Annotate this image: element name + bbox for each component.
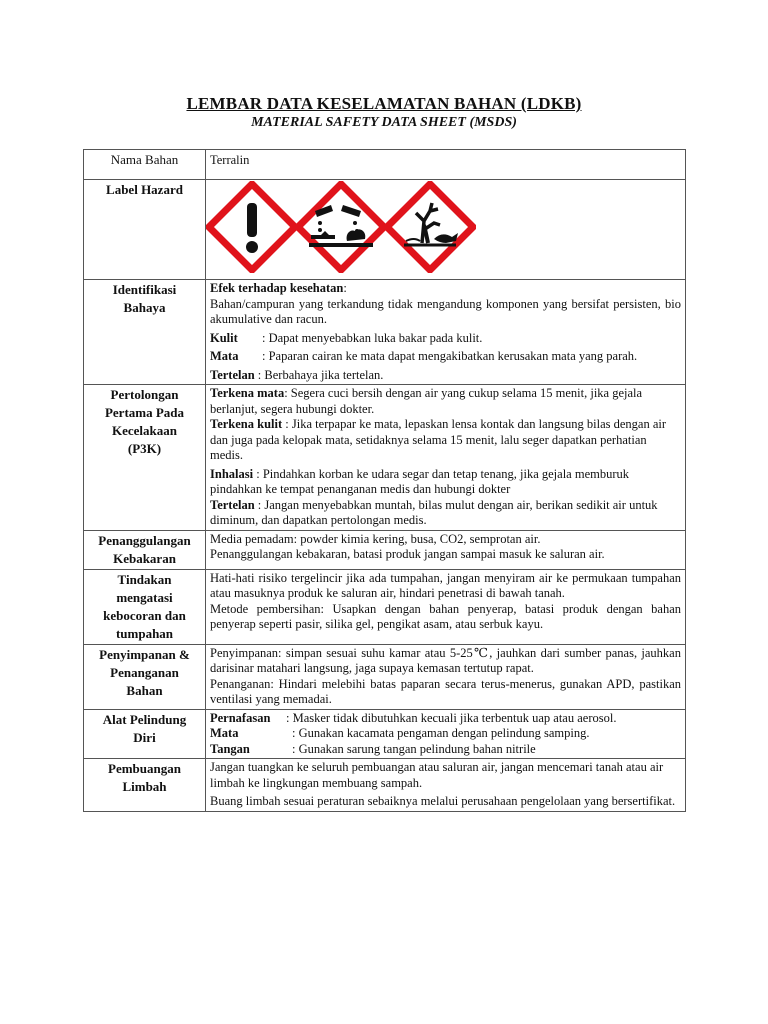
label-line: Pertolongan bbox=[110, 387, 179, 402]
table-row bbox=[84, 569, 686, 644]
ppe-respiratory bbox=[210, 711, 681, 727]
label-line: Tindakan bbox=[117, 571, 172, 587]
effect-text: : Berbahaya jika tertelan. bbox=[257, 367, 384, 382]
label-line: kebocoran dan bbox=[103, 607, 186, 623]
table-row bbox=[84, 644, 686, 709]
row-label-identifikasi-bahaya bbox=[84, 280, 206, 385]
label-line: (P3K) bbox=[127, 441, 162, 456]
material-name bbox=[206, 150, 686, 180]
label-line: Identifikasi bbox=[112, 282, 177, 297]
heading-colon: : bbox=[343, 281, 347, 295]
ppe-text: : Gunakan kacamata pengaman dengan pelindung samping. bbox=[292, 726, 590, 740]
ppe-hand bbox=[210, 742, 681, 758]
ppe-key: Tangan bbox=[210, 741, 250, 756]
table-row bbox=[84, 530, 686, 569]
msds-table bbox=[83, 149, 686, 812]
label-line: Kebakaran bbox=[113, 550, 176, 566]
ppe-key: Pernafasan bbox=[210, 710, 271, 725]
effect-key: Kulit bbox=[210, 330, 238, 345]
spill-measures bbox=[206, 569, 686, 644]
label-text: Nama Bahan bbox=[110, 152, 179, 167]
first-aid bbox=[206, 385, 686, 531]
label-line: Kecelakaan bbox=[112, 423, 177, 438]
ppe-eye bbox=[210, 726, 681, 742]
storage-handling bbox=[206, 644, 686, 709]
label-line: Bahaya bbox=[123, 300, 166, 315]
label-line: mengatasi bbox=[116, 589, 173, 605]
first-aid-text: : Segera cuci bersih dengan air yang cukup selama 15 menit, jika gejala berlanjut, segera hubungi dokter. bbox=[210, 386, 643, 416]
effect-eye bbox=[210, 349, 681, 365]
ppe bbox=[206, 709, 686, 759]
document-subtitle: MATERIAL SAFETY DATA SHEET (MSDS) bbox=[251, 115, 517, 130]
first-aid-skin bbox=[210, 417, 681, 464]
table-row bbox=[84, 709, 686, 759]
first-aid-text: : Pindahkan korban ke udara segar dan tetap tenang, jika gejala memburuk pindahkan ke tempat penanganan medis dan hubungi dokter bbox=[210, 466, 630, 496]
health-effects-intro: Bahan/campuran yang terkandung tidak mengandung komponen yang bersifat persisten, bio akumulative dan racun. bbox=[210, 296, 681, 326]
fire-fighting bbox=[206, 530, 686, 569]
hazard-identification bbox=[206, 280, 686, 385]
effect-key: Tertelan bbox=[210, 367, 255, 382]
waste-text-2: Buang limbah sesuai peraturan sebaiknya melalui perusahaan pengelolaan yang bersertifikat. bbox=[210, 794, 676, 808]
first-aid-key: Inhalasi bbox=[210, 466, 254, 481]
label-line: Penyimpanan & bbox=[99, 646, 190, 662]
row-label-penyimpanan bbox=[84, 644, 206, 709]
label-text: Label Hazard bbox=[106, 182, 183, 197]
waste-disposal bbox=[206, 759, 686, 812]
spill-precaution: Hati-hati risiko tergelincir jika ada tumpahan, jangan menyiram air ke permukaan tumpahan atau masuknya produk ke saluran air, hindari penetrasi di bawah tanah. bbox=[210, 570, 681, 600]
table-row bbox=[84, 180, 686, 280]
environment-hazard-icon bbox=[384, 181, 476, 273]
effect-skin bbox=[210, 331, 681, 347]
effect-text: : Paparan cairan ke mata dapat mengakibatkan kerusakan mata yang parah. bbox=[262, 349, 638, 363]
label-line: Limbah bbox=[122, 779, 167, 794]
material-name-text: Terralin bbox=[210, 153, 250, 167]
row-label-p3k bbox=[84, 385, 206, 531]
label-line: Alat Pelindung bbox=[102, 711, 187, 727]
label-line: Penanganan bbox=[110, 664, 179, 680]
heading-text: Efek terhadap kesehatan bbox=[210, 281, 344, 295]
effect-text: : Dapat menyebabkan luka bakar pada kulit. bbox=[262, 330, 483, 345]
effect-key: Mata bbox=[210, 349, 239, 363]
row-label-kebocoran bbox=[84, 569, 206, 644]
fire-media: Media pemadam: powder kimia kering, busa, CO2, semprotan air. bbox=[210, 531, 541, 546]
first-aid-text: : Jangan menyebabkan muntah, bilas mulut dengan air, berikan sedikit air untuk diminum, dan dapatkan pertolongan medis. bbox=[210, 497, 658, 527]
label-line: Pertama Pada bbox=[104, 405, 185, 420]
hazard-pictograms bbox=[206, 180, 686, 280]
handling-text: Penanganan: Hindari melebihi batas paparan secara terus-menerus, gunakan APD, pastikan ventilasi yang memadai. bbox=[210, 676, 681, 706]
first-aid-eye bbox=[210, 386, 681, 417]
first-aid-text: : Jika terpapar ke mata, lepaskan lensa kontak dan langsung bilas dengan air dan juga pada kelopak mata, setidaknya selama 15 menit, lalu seger dapatkan perhatian medis. bbox=[210, 417, 667, 462]
spill-cleanup: Metode pembersihan: Usapkan dengan bahan penyerap, batasi produk dengan bahan penyerap seperti pasir, silika gel, pengikat asam, atau serbuk kayu. bbox=[210, 601, 681, 631]
ppe-key: Mata bbox=[210, 726, 239, 740]
label-line: Bahan bbox=[126, 682, 163, 698]
ppe-text: : Gunakan sarung tangan pelindung bahan nitrile bbox=[292, 741, 536, 756]
document-title: LEMBAR DATA KESELAMATAN BAHAN (LDKB) bbox=[186, 94, 582, 113]
row-label-limbah bbox=[84, 759, 206, 812]
row-label-label-hazard bbox=[84, 180, 206, 280]
label-line: tumpahan bbox=[115, 625, 174, 641]
table-row bbox=[84, 759, 686, 812]
table-row bbox=[84, 385, 686, 531]
storage-text: Penyimpanan: simpan sesuai suhu kamar atau 5-25℃, jauhkan dari sumber panas, jauhkan darisinar matahari langsung, jaga supaya kemasan tertutup rapat. bbox=[210, 645, 681, 675]
fire-measures: Penanggulangan kebakaran, batasi produk jangan sampai masuk ke saluran air. bbox=[210, 547, 605, 561]
exclamation-mark-icon bbox=[206, 181, 298, 273]
row-label-nama-bahan bbox=[84, 150, 206, 180]
health-effects-heading bbox=[210, 281, 681, 297]
corrosion-icon bbox=[295, 181, 387, 273]
row-label-kebakaran bbox=[84, 530, 206, 569]
label-line: Diri bbox=[133, 729, 156, 745]
first-aid-ingestion bbox=[210, 498, 681, 529]
row-label-apd bbox=[84, 709, 206, 759]
waste-text-1: Jangan tuangkan ke seluruh pembuangan atau saluran air, jangan mencemari tanah atau air limbah ke lingkungan membuang sampah. bbox=[210, 760, 664, 790]
table-row bbox=[84, 150, 686, 180]
first-aid-key: Terkena kulit bbox=[210, 417, 283, 431]
label-line: Penanggulangan bbox=[98, 532, 191, 548]
table-row bbox=[84, 280, 686, 385]
first-aid-inhalation bbox=[210, 467, 681, 498]
first-aid-key: Tertelan bbox=[210, 497, 255, 512]
first-aid-key: Terkena mata bbox=[210, 386, 285, 400]
label-line: Pembuangan bbox=[108, 761, 181, 776]
effect-ingestion bbox=[210, 368, 681, 384]
ppe-text: : Masker tidak dibutuhkan kecuali jika terbentuk uap atau aerosol. bbox=[286, 710, 617, 725]
